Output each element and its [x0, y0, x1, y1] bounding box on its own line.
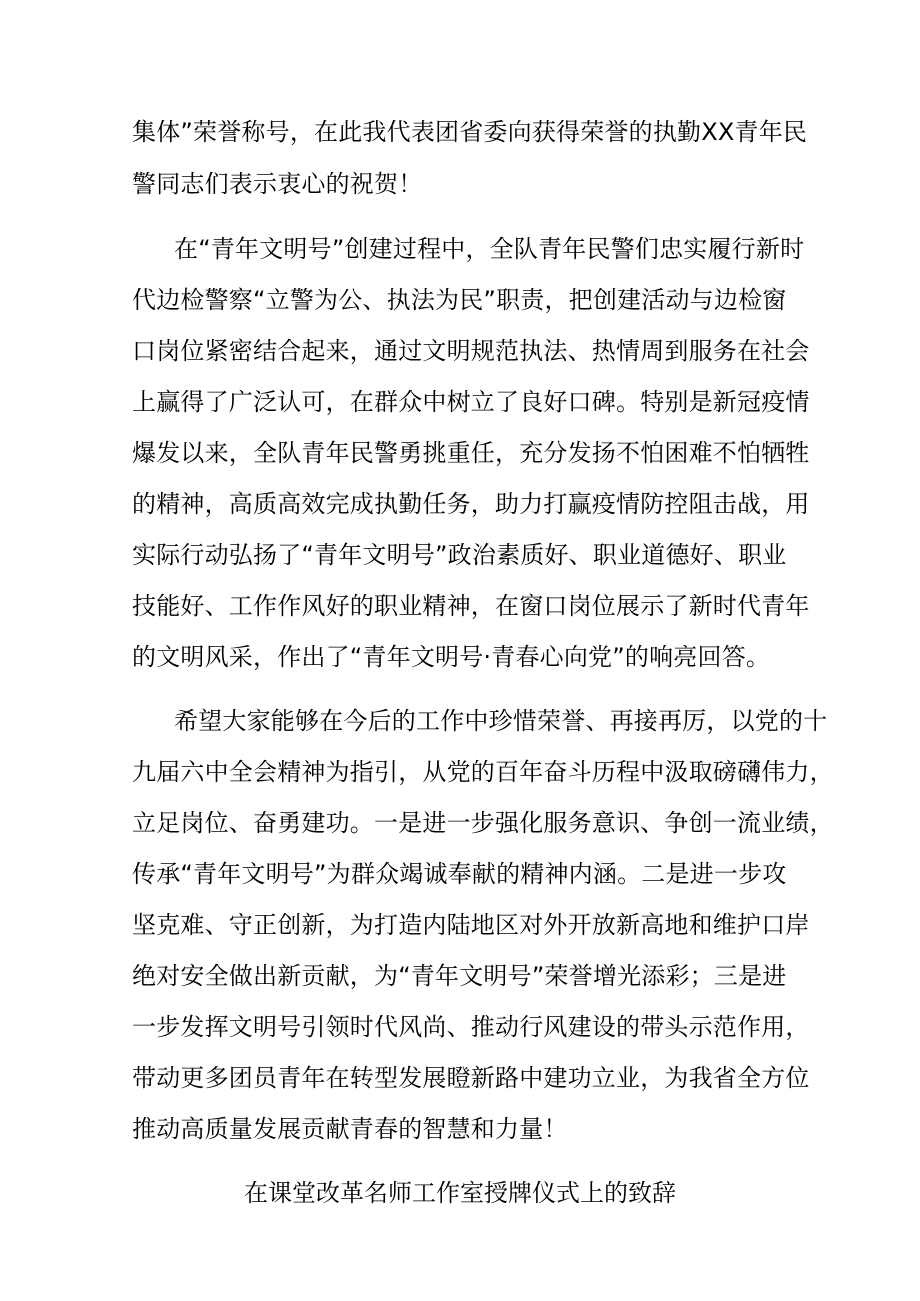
next-section-title: 在课堂改革名师工作室授牌仪式上的致辞: [244, 1179, 676, 1207]
paragraph-1-line-2: 警同志们表示衷心的祝贺！: [132, 170, 423, 198]
paragraph-2-line-6: 的精神，高质高效完成执勤任务，助力打赢疫情防控阻击战，用: [132, 490, 810, 518]
paragraph-1-line-1: 集体”荣誉称号，在此我代表团省委向获得荣誉的执勤XX青年民: [132, 118, 808, 146]
paragraph-3-line-5: 坚克难、守正创新，为打造内陆地区对外开放新高地和维护口岸: [132, 911, 810, 939]
paragraph-2-line-3: 口岗位紧密结合起来，通过文明规范执法、热情周到服务在社会: [132, 337, 810, 365]
paragraph-2-line-4: 上赢得了广泛认可，在群众中树立了良好口碑。特别是新冠疫情: [132, 388, 810, 416]
paragraph-3-line-2: 九届六中全会精神为指引，从党的百年奋斗历程中汲取磅礴伟力，: [132, 758, 834, 786]
paragraph-3-line-9: 推动高质量发展贡献青春的智慧和力量！: [132, 1115, 568, 1143]
paragraph-3-line-1: 希望大家能够在今后的工作中珍惜荣誉、再接再厉，以党的十: [174, 707, 828, 735]
paragraph-2-line-7: 实际行动弘扬了“青年文明号”政治素质好、职业道德好、职业: [132, 541, 787, 569]
paragraph-3-line-7: 一步发挥文明号引领时代风尚、推动行风建设的带头示范作用，: [132, 1013, 810, 1041]
paragraph-3-line-4: 传承“青年文明号”为群众竭诚奉献的精神内涵。二是进一步攻: [132, 860, 787, 888]
paragraph-3-line-6: 绝对安全做出新贡献，为“青年文明号”荣誉增光添彩；三是进: [132, 962, 787, 990]
paragraph-3-line-8: 带动更多团员青年在转型发展瞪新路中建功立业，为我省全方位: [132, 1064, 810, 1092]
paragraph-2-line-8: 技能好、工作作风好的职业精神，在窗口岗位展示了新时代青年: [132, 592, 810, 620]
paragraph-2-line-1: 在“青年文明号”创建过程中，全队青年民警们忠实履行新时: [174, 235, 805, 263]
paragraph-3-line-3: 立足岗位、奋勇建功。一是进一步强化服务意识、争创一流业绩，: [132, 809, 834, 837]
paragraph-2-line-5: 爆发以来，全队青年民警勇挑重任，充分发扬不怕困难不怕牺牲: [132, 439, 810, 467]
paragraph-2-line-9: 的文明风采，作出了“青年文明号·青春心向党”的响亮回答。: [132, 643, 771, 671]
paragraph-2-line-2: 代边检警察“立警为公、执法为民”职责，把创建活动与边检窗: [132, 286, 787, 314]
